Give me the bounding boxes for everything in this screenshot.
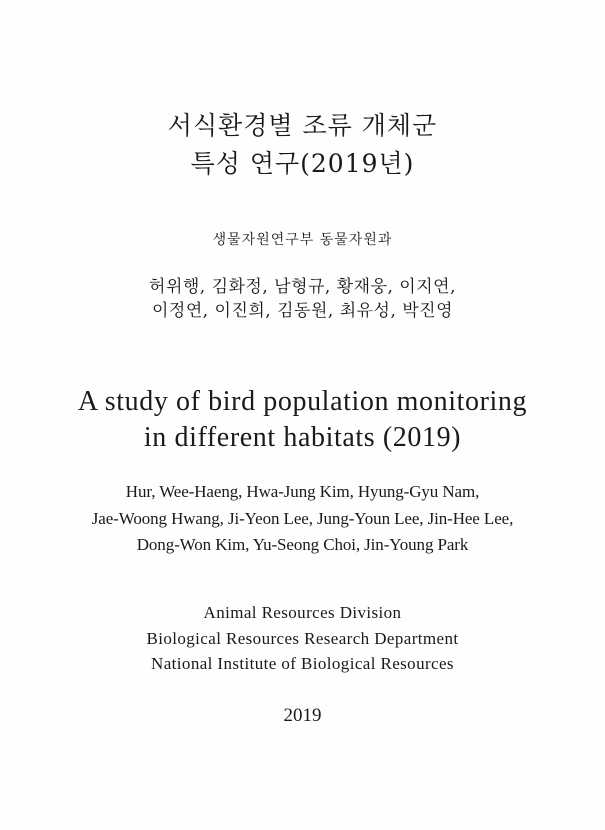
- english-authors-line-2: Jae-Woong Hwang, Ji-Yeon Lee, Jung-Youn Lee, Jin-Hee Lee,: [91, 509, 514, 528]
- english-title-line-2: in different habitats (2019): [143, 422, 462, 453]
- publication-year: 2019: [283, 705, 322, 726]
- korean-authors-line-2: 이정연, 이진희, 김동원, 최유성, 박진영: [151, 301, 454, 321]
- korean-title-line-2: 특성 연구(2019년): [190, 149, 415, 178]
- affiliation-department: Biological Resources Research Department: [146, 629, 459, 648]
- english-authors-line-1: Hur, Wee-Haeng, Hwa-Jung Kim, Hyung-Gyu Nam,: [125, 482, 480, 501]
- korean-title-line-1: 서식환경별 조류 개체군: [167, 111, 438, 140]
- affiliation-institute: National Institute of Biological Resources: [151, 654, 454, 673]
- english-title-line-1: A study of bird population monitoring: [77, 386, 528, 417]
- korean-authors-line-1: 허위행, 김화정, 남형규, 황재웅, 이지연,: [149, 277, 456, 297]
- english-authors-line-3: Dong-Won Kim, Yu-Seong Choi, Jin-Young Park: [136, 535, 469, 554]
- korean-department: 생물자원연구부 동물자원과: [212, 232, 393, 248]
- affiliation-division: Animal Resources Division: [203, 603, 402, 622]
